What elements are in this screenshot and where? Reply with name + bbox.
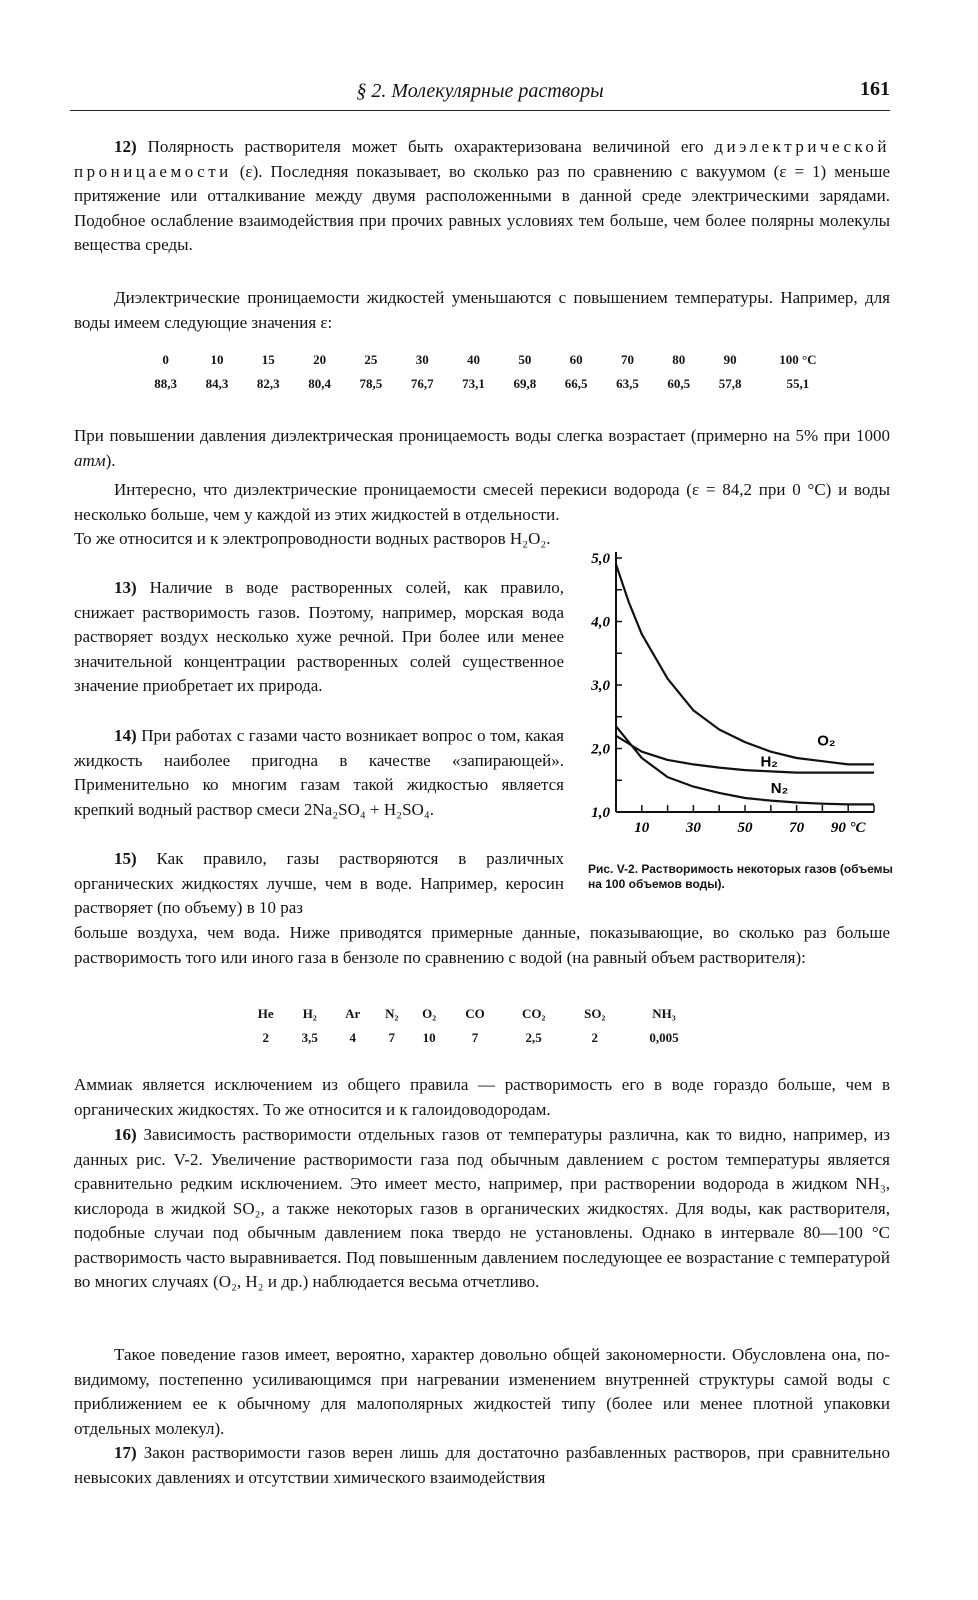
ratio-cell: 2,5 — [525, 1030, 542, 1045]
ratio-cell: 10 — [422, 1030, 436, 1045]
paragraph-text: При повышении давления диэлектрическая проницаемость воды слегка возрастает (примерно на 5% при 1000 — [74, 426, 890, 445]
x-tick-label: 30 — [685, 820, 701, 836]
figure-caption: Рис. V-2. Растворимость некоторых газов (объемы на 100 объемов воды). — [588, 862, 893, 891]
benzene-solubility-table — [244, 1002, 704, 1050]
solubility-chart — [578, 540, 898, 860]
x-tick-label: 50 — [737, 820, 753, 836]
dielectric-value-cell: 63,5 — [616, 376, 639, 391]
x-tick-label: 90 °C — [830, 820, 866, 836]
paragraph-15 — [74, 847, 564, 921]
ratio-cell: 0,005 — [649, 1030, 679, 1045]
gas-cell: He — [257, 1006, 274, 1021]
dielectric-value-cell: 88,3 — [154, 376, 178, 391]
y-tick-label: 2,0 — [591, 741, 610, 758]
paragraph-text: Как правило, газы растворяются в различных органических жидкостях лучше, чем в воде. Например, керосин растворяет (по объему) в 10 раз — [74, 849, 565, 917]
temperature-cell: 25 — [364, 352, 378, 367]
paragraph-14 — [74, 724, 564, 822]
dielectric-value-cell: 78,5 — [359, 376, 383, 391]
page-number: 161 — [860, 78, 890, 100]
dielectric-temperature-row — [140, 348, 840, 372]
dielectric-value-cell: 84,3 — [205, 376, 229, 391]
x-tick-label: 70 — [789, 820, 805, 836]
dielectric-value-cell: 73,1 — [462, 376, 485, 391]
paragraph-text: При работах с газами часто возникает вопрос о том, какая жидкость наиболее пригодна в качестве «запирающей». Применительно ко многим газам такой жидкостью является крепкий водный раствор смеси 2Na₂SO₄ + H₂SO₄. — [74, 726, 564, 819]
gas-row — [244, 1002, 704, 1026]
paragraph-text: (ε). Последняя показывает, во сколько раз по сравнению с вакуумом (ε = 1) меньше притяжение или отталкивание между двумя расположенными в данной среде электрическими зарядами. Подобное ослабление взаимодействия при прочих равных условиях тем больше, чем более полярны молекулы вещества среды. — [74, 161, 891, 254]
running-title: § 2. Молекулярные растворы — [356, 80, 604, 102]
dielectric-value-cell: 55,1 — [786, 376, 810, 391]
temperature-cell: 80 — [672, 352, 686, 367]
figure-v2 — [578, 540, 898, 900]
gas-cell: O₂ — [422, 1006, 437, 1021]
dielectric-value-cell: 69,8 — [513, 376, 537, 391]
temperature-cell: 90 — [723, 352, 737, 367]
gas-cell: H₂ — [302, 1006, 317, 1021]
paragraph-behavior: Такое поведение газов имеет, вероятно, характер довольно общей закономерности. Обусловлена она, по-видимому, постепенно усиливающимся при нагревании изменением внутренней структуры самой воды с приближением ее к обычному для малополярных жидкостей типу (более или менее плотной упаковки отдельных молекул). — [74, 1345, 890, 1438]
paragraph-text: Зависимость растворимости отдельных газов от температуры различна, как то видно, например, из данных рис. V-2. Увеличение растворимости газа под обычным давлением с ростом температуры является сравнительно редким исключением. Это имеет место, например, при растворении водорода в жидком NH₃, кислорода в жидкой SO₂, а также некоторых газов в органических жидкостях. Для воды, как растворителя, подобные случаи под обычным давлением пока твердо не установлены. Однако в интервале 80—100 °C растворимость часто выравнивается. Под повышенным давлением последующее ее возрастание с температурой во многих случаях (O₂, H₂ и др.) наблюдается весьма отчетливо. — [74, 1125, 891, 1291]
paragraph-13 — [74, 576, 564, 699]
ratio-cell: 4 — [349, 1030, 356, 1045]
temperature-cell: 0 — [162, 352, 169, 367]
dielectric-value-cell: 60,5 — [667, 376, 691, 391]
temperature-cell: 50 — [518, 352, 532, 367]
gas-cell: N₂ — [385, 1006, 399, 1021]
paragraph-text: Наличие в воде растворенных солей, как правило, снижает растворимость газов. Поэтому, например, морская вода растворяет воздух несколько хуже речной. При более или менее значительной концентрации растворенных солей существенное значение приобретает их природа. — [74, 578, 564, 695]
ratio-cell: 7 — [471, 1030, 479, 1045]
item-number: 13) — [114, 578, 137, 597]
temperature-cell: 15 — [261, 352, 275, 367]
page-header — [70, 76, 890, 111]
paragraph-ammonia: Аммиак является исключением из общего правила — растворимость его в воде гораздо больше, чем в органических жидкостях. То же относится и к галоидоводородам. — [74, 1075, 890, 1119]
y-tick-label: 5,0 — [591, 551, 610, 567]
paragraph-text: Закон растворимости газов верен лишь для достаточно разбавленных растворов, при сравнительно невысоких давлениях и отсутствии химического взаимодействия — [74, 1443, 890, 1487]
ratio-cell: 2 — [262, 1030, 269, 1045]
x-tick-label: 10 — [634, 820, 650, 836]
series-label: O₂ — [817, 732, 836, 750]
gas-cell: SO₂ — [584, 1006, 606, 1021]
ratio-row — [244, 1026, 704, 1050]
paragraph-text: Полярность растворителя может быть охарактеризована величиной его — [147, 137, 704, 156]
unit: атм — [74, 450, 106, 470]
ratio-cell: 3,5 — [301, 1030, 318, 1045]
ratio-cell: 2 — [591, 1030, 599, 1045]
dielectric-value-cell: 66,5 — [564, 376, 588, 391]
dielectric-table — [140, 348, 840, 396]
paragraph-17 — [74, 1441, 890, 1490]
y-tick-label: 4,0 — [591, 614, 610, 631]
paragraph-pressure — [74, 424, 890, 473]
temperature-cell: 70 — [620, 352, 634, 367]
paragraph-dielectric: Диэлектрические проницаемости жидкостей уменьшаются с повышением температуры. Например, для воды имеем следующие значения ε: — [74, 288, 890, 332]
emphasized-term: диэлектрической проницаемости — [74, 137, 890, 181]
ratio-cell: 7 — [388, 1030, 395, 1045]
temperature-cell: 100 °C — [779, 352, 817, 367]
dielectric-value-row — [140, 372, 840, 396]
dielectric-value-cell: 82,3 — [256, 376, 280, 391]
paragraph-16 — [74, 1123, 890, 1295]
dielectric-value-cell: 76,7 — [410, 376, 434, 391]
series-label: N₂ — [770, 779, 789, 797]
paragraph-peroxide: Интересно, что диэлектрические проницаемости смесей перекиси водорода (ε = 84,2 при 0 °C) и воды несколько больше, чем у каждой из этих жидкостей в отдельности. — [74, 480, 890, 524]
series-label: H₂ — [760, 753, 778, 771]
temperature-cell: 30 — [415, 352, 429, 367]
temperature-cell: 20 — [313, 352, 327, 367]
dielectric-value-cell: 57,8 — [718, 376, 742, 391]
item-number: 12) — [114, 137, 137, 156]
paragraph-text: ). — [105, 450, 116, 470]
paragraph-peroxide-continued: То же относится и к электропроводности водных растворов H₂O₂. — [74, 529, 551, 548]
y-tick-label: 1,0 — [591, 805, 610, 821]
temperature-cell: 60 — [569, 352, 583, 367]
gas-cell: CO — [465, 1006, 485, 1021]
item-number: 16) — [114, 1125, 137, 1144]
item-number: 15) — [114, 849, 137, 868]
paragraph-12 — [74, 135, 890, 258]
temperature-cell: 40 — [467, 352, 481, 367]
paragraph-15-continued: больше воздуха, чем вода. Ниже приводятся примерные данные, показывающие, во сколько раз больше растворимость того или иного газа в бензоле по сравнению с водой (на равный объем растворителя): — [74, 923, 890, 967]
gas-cell: NH₃ — [652, 1006, 676, 1021]
gas-cell: CO₂ — [521, 1006, 546, 1021]
y-tick-label: 3,0 — [591, 678, 610, 694]
item-number: 17) — [114, 1443, 137, 1462]
gas-cell: Ar — [345, 1006, 361, 1021]
item-number: 14) — [114, 726, 137, 745]
temperature-cell: 10 — [210, 352, 224, 367]
dielectric-value-cell: 80,4 — [308, 376, 331, 391]
